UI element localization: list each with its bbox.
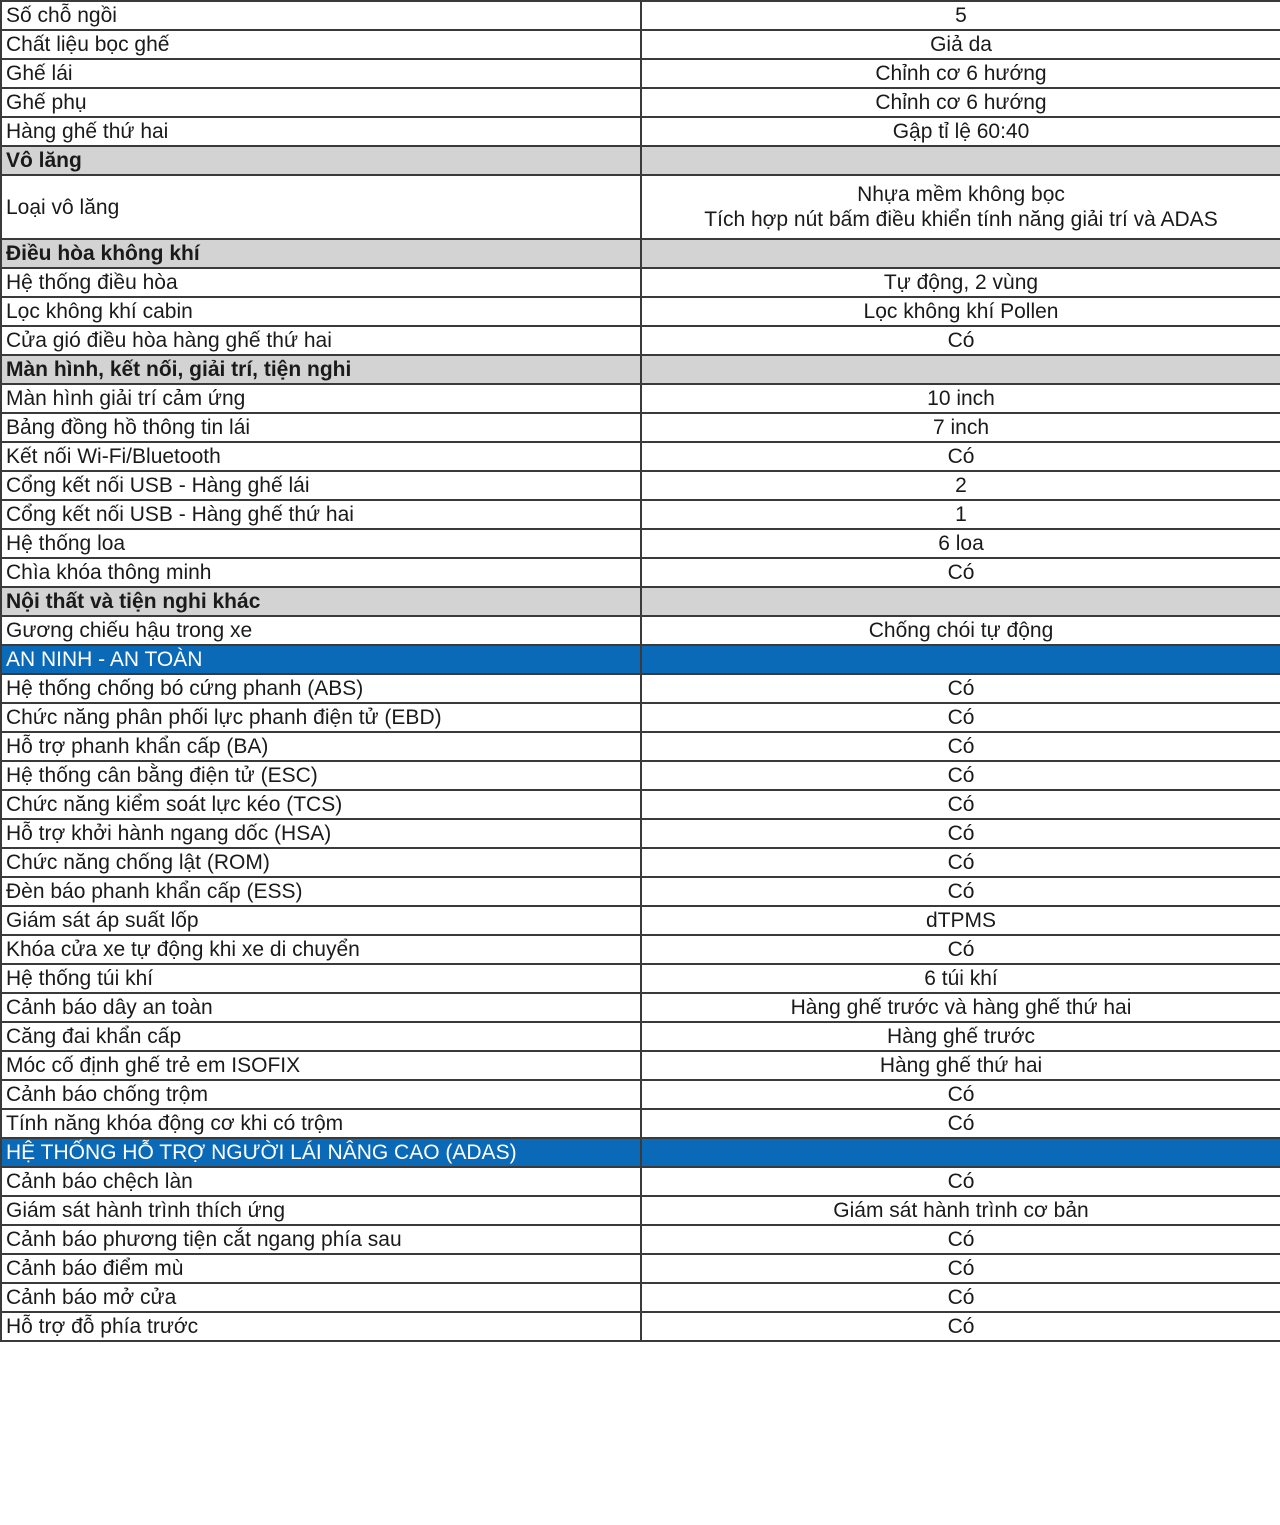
category-title: AN NINH - AN TOÀN <box>1 645 641 674</box>
spec-row <box>1 1051 1280 1080</box>
spec-row <box>1 384 1280 413</box>
spec-label: Cảnh báo chệch làn <box>1 1167 641 1196</box>
spec-value: Có <box>641 819 1280 848</box>
spec-label: Hệ thống điều hòa <box>1 268 641 297</box>
spec-row <box>1 297 1280 326</box>
spec-value: Có <box>641 703 1280 732</box>
spec-row <box>1 906 1280 935</box>
spec-label: Hỗ trợ phanh khẩn cấp (BA) <box>1 732 641 761</box>
spec-value: Có <box>641 1080 1280 1109</box>
spec-row <box>1 117 1280 146</box>
spec-row <box>1 268 1280 297</box>
header-empty-cell <box>641 146 1280 175</box>
spec-value <box>641 175 1280 239</box>
spec-row <box>1 964 1280 993</box>
spec-value: Có <box>641 935 1280 964</box>
spec-label: Màn hình giải trí cảm ứng <box>1 384 641 413</box>
header-empty-cell <box>641 645 1280 674</box>
spec-label: Cảnh báo điểm mù <box>1 1254 641 1283</box>
spec-label: Cổng kết nối USB - Hàng ghế lái <box>1 471 641 500</box>
spec-value: Có <box>641 848 1280 877</box>
category-header-row <box>1 645 1280 674</box>
spec-row <box>1 703 1280 732</box>
spec-label: Chìa khóa thông minh <box>1 558 641 587</box>
section-title: Vô lăng <box>1 146 641 175</box>
spec-row <box>1 761 1280 790</box>
spec-label: Đèn báo phanh khẩn cấp (ESS) <box>1 877 641 906</box>
section-title: Màn hình, kết nối, giải trí, tiện nghi <box>1 355 641 384</box>
spec-row <box>1 790 1280 819</box>
spec-row <box>1 1225 1280 1254</box>
spec-value: Có <box>641 761 1280 790</box>
spec-table-body <box>1 1 1280 1341</box>
spec-label: Hệ thống túi khí <box>1 964 641 993</box>
spec-label: Cảnh báo chống trộm <box>1 1080 641 1109</box>
spec-row <box>1 732 1280 761</box>
spec-row <box>1 993 1280 1022</box>
spec-value: Hàng ghế thứ hai <box>641 1051 1280 1080</box>
spec-row <box>1 326 1280 355</box>
spec-row <box>1 877 1280 906</box>
spec-value: 5 <box>641 1 1280 30</box>
spec-row <box>1 1312 1280 1341</box>
spec-label: Căng đai khẩn cấp <box>1 1022 641 1051</box>
spec-value: Có <box>641 732 1280 761</box>
spec-label: Hệ thống chống bó cứng phanh (ABS) <box>1 674 641 703</box>
section-header-row <box>1 587 1280 616</box>
section-header-row <box>1 239 1280 268</box>
section-title: Nội thất và tiện nghi khác <box>1 587 641 616</box>
spec-value: Có <box>641 1283 1280 1312</box>
spec-label: Cổng kết nối USB - Hàng ghế thứ hai <box>1 500 641 529</box>
spec-label: Hệ thống loa <box>1 529 641 558</box>
spec-row <box>1 1196 1280 1225</box>
spec-row <box>1 848 1280 877</box>
spec-label: Gương chiếu hậu trong xe <box>1 616 641 645</box>
spec-label: Loại vô lăng <box>1 175 641 239</box>
spec-label: Cảnh báo phương tiện cắt ngang phía sau <box>1 1225 641 1254</box>
spec-row <box>1 413 1280 442</box>
spec-label: Lọc không khí cabin <box>1 297 641 326</box>
spec-value: Có <box>641 877 1280 906</box>
spec-value: 6 túi khí <box>641 964 1280 993</box>
spec-value: 1 <box>641 500 1280 529</box>
spec-label: Móc cố định ghế trẻ em ISOFIX <box>1 1051 641 1080</box>
spec-label: Hàng ghế thứ hai <box>1 117 641 146</box>
spec-label: Chức năng kiểm soát lực kéo (TCS) <box>1 790 641 819</box>
spec-row <box>1 500 1280 529</box>
spec-row <box>1 1080 1280 1109</box>
spec-row <box>1 88 1280 117</box>
spec-row <box>1 935 1280 964</box>
spec-value: dTPMS <box>641 906 1280 935</box>
spec-value: Có <box>641 442 1280 471</box>
spec-value: 6 loa <box>641 529 1280 558</box>
spec-label: Cửa gió điều hòa hàng ghế thứ hai <box>1 326 641 355</box>
category-header-row <box>1 1138 1280 1167</box>
section-header-row <box>1 146 1280 175</box>
spec-row <box>1 30 1280 59</box>
category-title: HỆ THỐNG HỖ TRỢ NGƯỜI LÁI NÂNG CAO (ADAS) <box>1 1138 641 1167</box>
spec-label: Hỗ trợ đỗ phía trước <box>1 1312 641 1341</box>
spec-label: Bảng đồng hồ thông tin lái <box>1 413 641 442</box>
spec-value: Chống chói tự động <box>641 616 1280 645</box>
spec-row <box>1 59 1280 88</box>
spec-row <box>1 1254 1280 1283</box>
spec-value: Có <box>641 1254 1280 1283</box>
spec-row <box>1 529 1280 558</box>
spec-label: Cảnh báo mở cửa <box>1 1283 641 1312</box>
spec-value: Tự động, 2 vùng <box>641 268 1280 297</box>
spec-label: Hệ thống cân bằng điện tử (ESC) <box>1 761 641 790</box>
spec-label: Kết nối Wi-Fi/Bluetooth <box>1 442 641 471</box>
spec-value: Có <box>641 1225 1280 1254</box>
spec-row <box>1 471 1280 500</box>
spec-row <box>1 1 1280 30</box>
header-empty-cell <box>641 239 1280 268</box>
spec-row <box>1 1109 1280 1138</box>
spec-label: Chất liệu bọc ghế <box>1 30 641 59</box>
spec-label: Hỗ trợ khởi hành ngang dốc (HSA) <box>1 819 641 848</box>
spec-value: 7 inch <box>641 413 1280 442</box>
section-header-row <box>1 355 1280 384</box>
spec-label: Tính năng khóa động cơ khi có trộm <box>1 1109 641 1138</box>
spec-label: Khóa cửa xe tự động khi xe di chuyển <box>1 935 641 964</box>
spec-value: Có <box>641 1312 1280 1341</box>
spec-value: Có <box>641 674 1280 703</box>
spec-label: Ghế phụ <box>1 88 641 117</box>
spec-value: Chỉnh cơ 6 hướng <box>641 59 1280 88</box>
spec-value: Hàng ghế trước <box>641 1022 1280 1051</box>
spec-row <box>1 442 1280 471</box>
spec-value: Có <box>641 1167 1280 1196</box>
spec-value: Gập tỉ lệ 60:40 <box>641 117 1280 146</box>
spec-value: 10 inch <box>641 384 1280 413</box>
spec-label: Chức năng phân phối lực phanh điện tử (EBD) <box>1 703 641 732</box>
spec-value: Có <box>641 1109 1280 1138</box>
spec-label: Số chỗ ngồi <box>1 1 641 30</box>
spec-row <box>1 1167 1280 1196</box>
spec-value: Lọc không khí Pollen <box>641 297 1280 326</box>
section-title: Điều hòa không khí <box>1 239 641 268</box>
spec-row <box>1 674 1280 703</box>
spec-label: Giám sát áp suất lốp <box>1 906 641 935</box>
spec-value: Giám sát hành trình cơ bản <box>641 1196 1280 1225</box>
spec-value: Giả da <box>641 30 1280 59</box>
header-empty-cell <box>641 587 1280 616</box>
spec-row <box>1 819 1280 848</box>
spec-value: Có <box>641 790 1280 819</box>
spec-row <box>1 175 1280 239</box>
spec-value-line: Tích hợp nút bấm điều khiển tính năng giải trí và ADAS <box>704 208 1218 231</box>
spec-row <box>1 1283 1280 1312</box>
spec-row <box>1 558 1280 587</box>
spec-row <box>1 1022 1280 1051</box>
spec-label: Ghế lái <box>1 59 641 88</box>
spec-value-line: Nhựa mềm không bọc <box>857 183 1065 206</box>
spec-row <box>1 616 1280 645</box>
header-empty-cell <box>641 1138 1280 1167</box>
spec-label: Chức năng chống lật (ROM) <box>1 848 641 877</box>
spec-value: Có <box>641 558 1280 587</box>
spec-value: Có <box>641 326 1280 355</box>
spec-value: Hàng ghế trước và hàng ghế thứ hai <box>641 993 1280 1022</box>
header-empty-cell <box>641 355 1280 384</box>
spec-label: Giám sát hành trình thích ứng <box>1 1196 641 1225</box>
spec-value: 2 <box>641 471 1280 500</box>
spec-value: Chỉnh cơ 6 hướng <box>641 88 1280 117</box>
spec-label: Cảnh báo dây an toàn <box>1 993 641 1022</box>
